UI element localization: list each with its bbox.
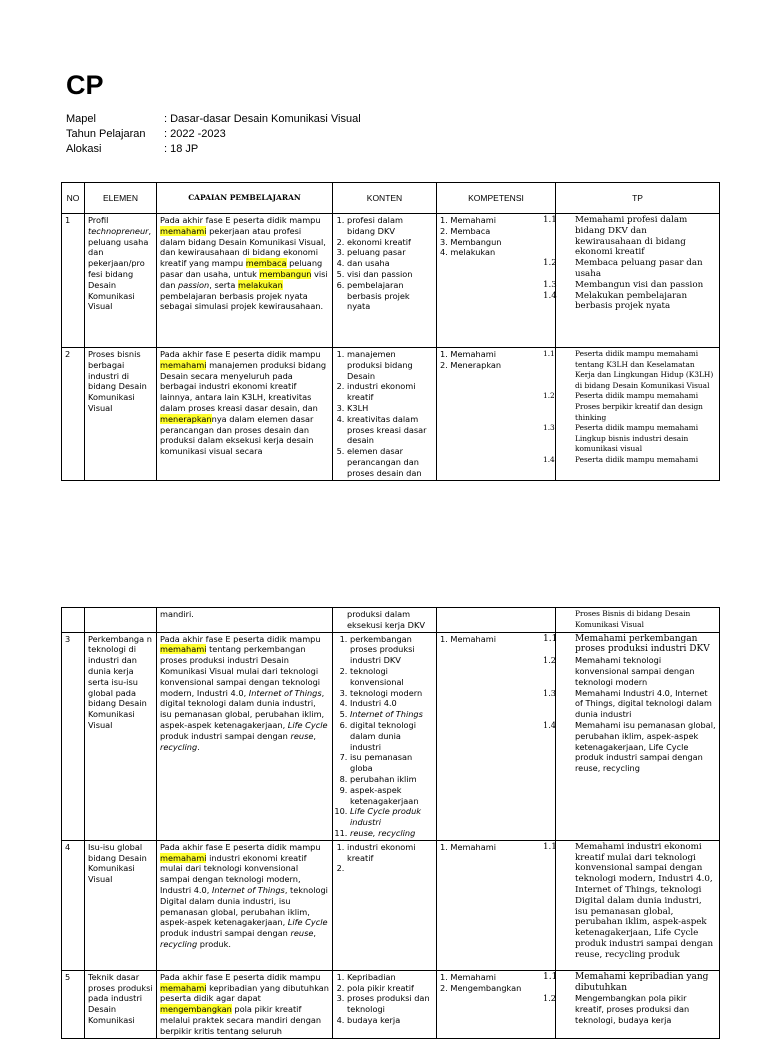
list-item: 1. perkembangan proses produksi industri DKV (350, 634, 433, 666)
list-item: 8. perubahan iklim (350, 774, 433, 785)
tp-item (543, 279, 716, 291)
list-item: 6. pembelajaran berbasis projek nyata (347, 280, 433, 312)
meta-key: Alokasi (66, 143, 102, 155)
cp-italic: Life Cycle (287, 719, 328, 730)
cp-text: , (313, 928, 316, 939)
tp-text: Memahami industri ekonomi kreatif mulai dari teknologi konvensional sampai dengan teknologi modern, Industri 4.0, Internet of Things, teknologi Digital dalam dunia industri, isu pemanasan global, perubahan iklim, aspek-aspek ketenagakerjaan, Life Cycle produk industri sampai dengan reuse, recycling produk (575, 841, 714, 960)
cp-text: visi dan (160, 268, 328, 290)
cell-capaian (157, 840, 333, 970)
cp-text: pola pikir kreatif melalui praktek secara mandiri dengan berpikir kritis tentang seluruh (160, 1004, 322, 1036)
list-item: 4. budaya kerja (347, 1015, 433, 1026)
tp-text: Melakukan pembelajaran berbasis projek nyata (575, 290, 688, 312)
tp-number: 1.3 (543, 423, 555, 433)
cell-kompetensi (437, 348, 556, 481)
list-item-text: Life Cycle produk industri (350, 806, 422, 828)
tp-item (543, 993, 716, 1025)
cell-no (62, 608, 85, 633)
meta-key: Mapel (66, 113, 96, 125)
meta-value: : 2022 -2023 (164, 128, 226, 140)
cp-text: peluang pasar dan usaha, untuk (160, 258, 323, 279)
list-item: 7. isu pemanasan globa (350, 752, 433, 774)
cell-kompetensi (437, 632, 556, 840)
cell-tp (543, 840, 720, 970)
tp-text: Peserta didik mampu memahami tentang K3LH dan Keselamatan Kerja dan Lingkungan Hidup (K3LH) di bidang Desain Komunikasi Visual (575, 349, 714, 390)
cell-kompetensi (437, 840, 556, 970)
tp-text: Memahami isu pemanasan global, perubahan iklim, aspek-aspek ketenagakerjaan, Life Cycle produk industri sampai dengan reuse, recycling (575, 719, 716, 774)
tp-text: Peserta didik mampu memahami Lingkup bisnis industri desain komunikasi visual (575, 423, 699, 454)
table-row (62, 632, 720, 840)
cp-text: , serta (209, 279, 238, 290)
cell-elemen: Teknik dasar proses produksi pada industri Desain Komunikasi (85, 970, 157, 1038)
cp-text: nya dalam elemen dasar perancangan dan proses desain dan produksi dalam eksekusi kerja desain komunikasi visual secara (160, 413, 314, 457)
cell-konten (333, 214, 437, 348)
tp-item (543, 258, 716, 280)
cp-text: , digital teknologi dalam dunia industri, isu pemanasan global, perubahan iklim, aspek-aspek ketenagakerjaan, (160, 687, 325, 730)
cell-capaian (157, 970, 333, 1038)
cp-highlight: membaca (245, 258, 287, 269)
cp-italic: recycling (160, 938, 198, 949)
list-item: 2. Mengembangkan (440, 982, 522, 993)
cell-konten (333, 970, 437, 1038)
tp-number: 1.4 (543, 454, 555, 464)
page-title: CP (66, 70, 104, 100)
list-item: 4. dan usaha (347, 258, 433, 269)
list-item: 3. peluang pasar (347, 247, 433, 258)
tp-text: Peserta didik mampu memahami Proses berpikir kreatif dan design thinking (575, 391, 703, 422)
tp-number: 1.2 (543, 993, 557, 1004)
list-item: 1. manajemen produksi bidang Desain (347, 349, 433, 381)
cell-tp (543, 214, 720, 348)
elemen-text: Profil (88, 215, 109, 225)
cp-highlight: melakukan (237, 279, 283, 290)
tp-text: Memahami perkembangan proses produksi industri DKV (575, 633, 710, 655)
cell-tp (543, 632, 720, 840)
list-item: 2. Menerapkan (440, 359, 502, 370)
list-item: 2. ekonomi kreatif (347, 237, 433, 248)
tp-number: 1.3 (543, 687, 557, 698)
cp-highlight: memahami (160, 359, 207, 370)
list-item: 2. Membaca (440, 225, 491, 236)
tp-number: 1.1 (543, 971, 558, 982)
tp-number: 1.3 (543, 279, 557, 290)
cell-tp (543, 348, 720, 481)
list-item (347, 863, 433, 874)
list-item: 2. pola pikir kreatif (347, 983, 433, 994)
tp-number: 1.1 (543, 633, 558, 644)
cp-italic: reuse (290, 730, 314, 741)
elemen-text: , peluang usaha dan pekerjaan/pro fesi bidang Desain Komunikasi Visual (88, 225, 152, 312)
tp-number: 1.4 (543, 290, 557, 301)
cp-italic: reuse (290, 928, 314, 939)
tp-item (543, 841, 716, 961)
cell-no: 4 (62, 840, 85, 970)
cell-kompetensi (437, 608, 556, 633)
cp-text: pekerjaan atau profesi dalam bidang Desain Komunikasi Visual, dan kewirausahaan di bidang ekonomi kreatif yang mampu (160, 225, 326, 269)
list-item: 1. Memahami (440, 349, 496, 359)
tp-number: 1.4 (543, 719, 557, 730)
document-meta (66, 112, 361, 157)
tp-number: 1.2 (543, 655, 557, 666)
cp-italic: passion (178, 279, 210, 290)
list-item: 1. Memahami (440, 971, 496, 982)
cell-elemen (85, 214, 157, 348)
cell-elemen: Proses bisnis berbagai industri di bidang Desain Komunikasi Visual (85, 348, 157, 481)
cp-text: , (313, 730, 316, 741)
cell-tp: Proses Bisnis di bidang Desain Komunikasi Visual (556, 608, 720, 633)
tp-text: Memahami profesi dalam bidang DKV dan kewirausahaan di bidang ekonomi kreatif (575, 215, 688, 258)
cp-highlight: menerapkan (160, 413, 212, 424)
tp-item (543, 633, 716, 656)
meta-value: : Dasar-dasar Desain Komunikasi Visual (164, 113, 361, 125)
tp-text: Memahami teknologi konvensional sampai dengan teknologi modern (575, 655, 695, 687)
cp-highlight: memahami (160, 982, 207, 993)
cp-text: produk industri sampai dengan (160, 730, 291, 741)
list-item: 6. digital teknologi dalam dunia industri (350, 720, 433, 752)
cell-tp (543, 970, 720, 1038)
list-item (350, 806, 433, 828)
cp-italic: Life Cycle (287, 917, 328, 928)
tp-number: 1.2 (543, 258, 557, 269)
cp-text: pembelajaran berbasis projek nyata sebagai simulasi projek kewirausahaan. (160, 290, 324, 312)
tp-text: Membaca peluang pasar dan usaha (575, 258, 703, 279)
list-item: 1. Kepribadian (347, 972, 433, 983)
cp-text: Pada akhir fase E peserta didik mampu (160, 633, 321, 644)
cell-konten (333, 632, 437, 840)
header-konten: KONTEN (333, 183, 437, 214)
cp-text: produk. (197, 938, 231, 949)
list-item (350, 709, 433, 720)
list-item: 5. elemen dasar perancangan dan proses desain dan (347, 446, 433, 478)
tp-item (543, 391, 716, 423)
header-kompetensi: KOMPETENSI (437, 183, 556, 214)
meta-value: : 18 JP (164, 143, 199, 155)
cell-kompetensi (437, 214, 556, 348)
list-item: 3. Membangun (440, 236, 502, 247)
list-item: 1. Memahami (440, 215, 496, 225)
cell-kompetensi (437, 970, 556, 1038)
cp-highlight: memahami (160, 225, 207, 236)
cell-no: 5 (62, 970, 85, 1038)
cp-text: manajemen produksi bidang Desain secara menyeluruh pada berbagai industri ekonomi kreatif lainnya, antara lain K3LH, kreativitas dalam proses kreasi dasar desain, dan (160, 359, 327, 413)
table-row (62, 608, 720, 633)
tp-item (543, 454, 716, 466)
list-item: 1. Memahami (440, 633, 496, 644)
tp-item (543, 719, 716, 774)
meta-row-tahun (66, 127, 361, 142)
table-row (62, 214, 720, 348)
cell-no: 2 (62, 348, 85, 481)
list-item: 5. visi dan passion (347, 269, 433, 280)
list-item: 3. K3LH (347, 403, 433, 414)
cell-elemen: Isu-isu global bidang Desain Komunikasi Visual (85, 840, 157, 970)
cp-text: . (197, 741, 200, 752)
elemen-italic: technopreneur (88, 225, 149, 236)
list-item: 1. industri ekonomi kreatif (347, 842, 433, 864)
meta-key: Tahun Pelajaran (66, 128, 146, 140)
table-row (62, 840, 720, 970)
tp-item (543, 215, 716, 258)
cp-text: Pada akhir fase E peserta didik mampu (160, 841, 321, 852)
list-item: 1. Memahami (440, 841, 496, 852)
cell-no: 3 (62, 632, 85, 840)
cell-konten (333, 348, 437, 481)
header-no: NO (62, 183, 85, 214)
cell-elemen (85, 608, 157, 633)
header-tp: TP (556, 183, 720, 214)
tp-text: Membangun visi dan passion (575, 279, 704, 290)
list-item: 1. profesi dalam bidang DKV (347, 215, 433, 237)
cp-text: kepribadian yang dibutuhkan peserta didik agar dapat (160, 982, 329, 1004)
tp-number: 1.1 (543, 349, 555, 358)
cp-text: tentang perkembangan proses produksi industri Desain Komunikasi Visual mulai dari teknologi konvensional sampai dengan teknologi modern, Industri 4.0, (160, 644, 321, 698)
list-item: 3. proses produksi dan teknologi (347, 993, 433, 1015)
cell-elemen: Perkembanga n teknologi di industri dan dunia kerja serta isu-isu global pada bidang Desain Komunikasi Visual (85, 632, 157, 840)
list-item (350, 828, 433, 839)
list-item: 3. teknologi modern (350, 688, 433, 699)
cell-capaian: mandiri. (157, 608, 333, 633)
cp-text: Pada akhir fase E peserta didik mampu (160, 971, 321, 982)
table-header-row (62, 183, 720, 214)
tp-item (543, 655, 716, 687)
tp-item (543, 423, 716, 455)
list-item: 2. teknologi konvensional (350, 666, 433, 688)
cp-italic: Internet of Things (211, 884, 285, 895)
cp-highlight: membangun (259, 268, 312, 279)
list-item: 2. industri ekonomi kreatif (347, 381, 433, 403)
list-item: 4. melakukan (440, 247, 496, 258)
list-item: 9. aspek-aspek ketenagakerjaan (350, 785, 433, 807)
cell-konten (333, 840, 437, 970)
cp-italic: recycling (160, 741, 198, 752)
cp-italic: Internet of Things (248, 687, 322, 698)
header-elemen: ELEMEN (85, 183, 157, 214)
cell-konten: produksi dalam eksekusi kerja DKV (333, 608, 437, 633)
cell-capaian (157, 348, 333, 481)
tp-text: Memahami Industri 4.0, Internet of Things, digital teknologi dalam dunia industri (575, 687, 712, 720)
list-item-text: Internet of Things (350, 709, 423, 720)
cp-text: produk industri sampai dengan (160, 928, 291, 939)
tp-item (543, 687, 716, 720)
cp-table-page-1 (61, 182, 720, 481)
cp-text: Pada akhir fase E peserta didik mampu (160, 215, 321, 225)
cp-highlight: mengembangkan (160, 1004, 232, 1015)
cp-table-page-2 (61, 607, 720, 1039)
list-item-text: reuse, recycling (350, 827, 416, 838)
header-capaian: CAPAIAN PEMBELAJARAN (157, 183, 333, 214)
tp-text: Peserta didik mampu memahami (575, 454, 699, 464)
tp-item (543, 290, 716, 313)
cell-no: 1 (62, 214, 85, 348)
cell-capaian (157, 632, 333, 840)
tp-number: 1.2 (543, 391, 555, 401)
tp-number: 1.1 (543, 841, 557, 852)
cp-text: Pada akhir fase E peserta didik mampu (160, 349, 321, 359)
cp-highlight: memahami (160, 644, 207, 655)
tp-text: Memahami kepribadian yang dibutuhkan (575, 971, 709, 993)
tp-item (543, 971, 716, 994)
table-row (62, 348, 720, 481)
tp-item (543, 349, 716, 391)
meta-row-alokasi (66, 142, 361, 157)
table-row (62, 970, 720, 1038)
meta-row-mapel (66, 112, 361, 127)
cell-capaian (157, 214, 333, 348)
tp-number: 1.1 (543, 215, 557, 225)
cp-text: industri ekonomi kreatif mulai dari teknologi konvensional sampai dengan teknologi modern, Industri 4.0, (160, 852, 307, 895)
list-item: 4. kreativitas dalam proses kreasi dasar desain (347, 414, 433, 446)
cp-text: , teknologi Digital dalam dunia industri, isu pemanasan global, perubahan iklim, aspek-aspek ketenagakerjaan, (160, 884, 328, 928)
cp-highlight: memahami (160, 852, 207, 863)
list-item: 4. Industri 4.0 (350, 698, 433, 709)
tp-text: Mengembangkan pola pikir kreatif, proses produksi dan teknologi, budaya kerja (575, 993, 690, 1025)
